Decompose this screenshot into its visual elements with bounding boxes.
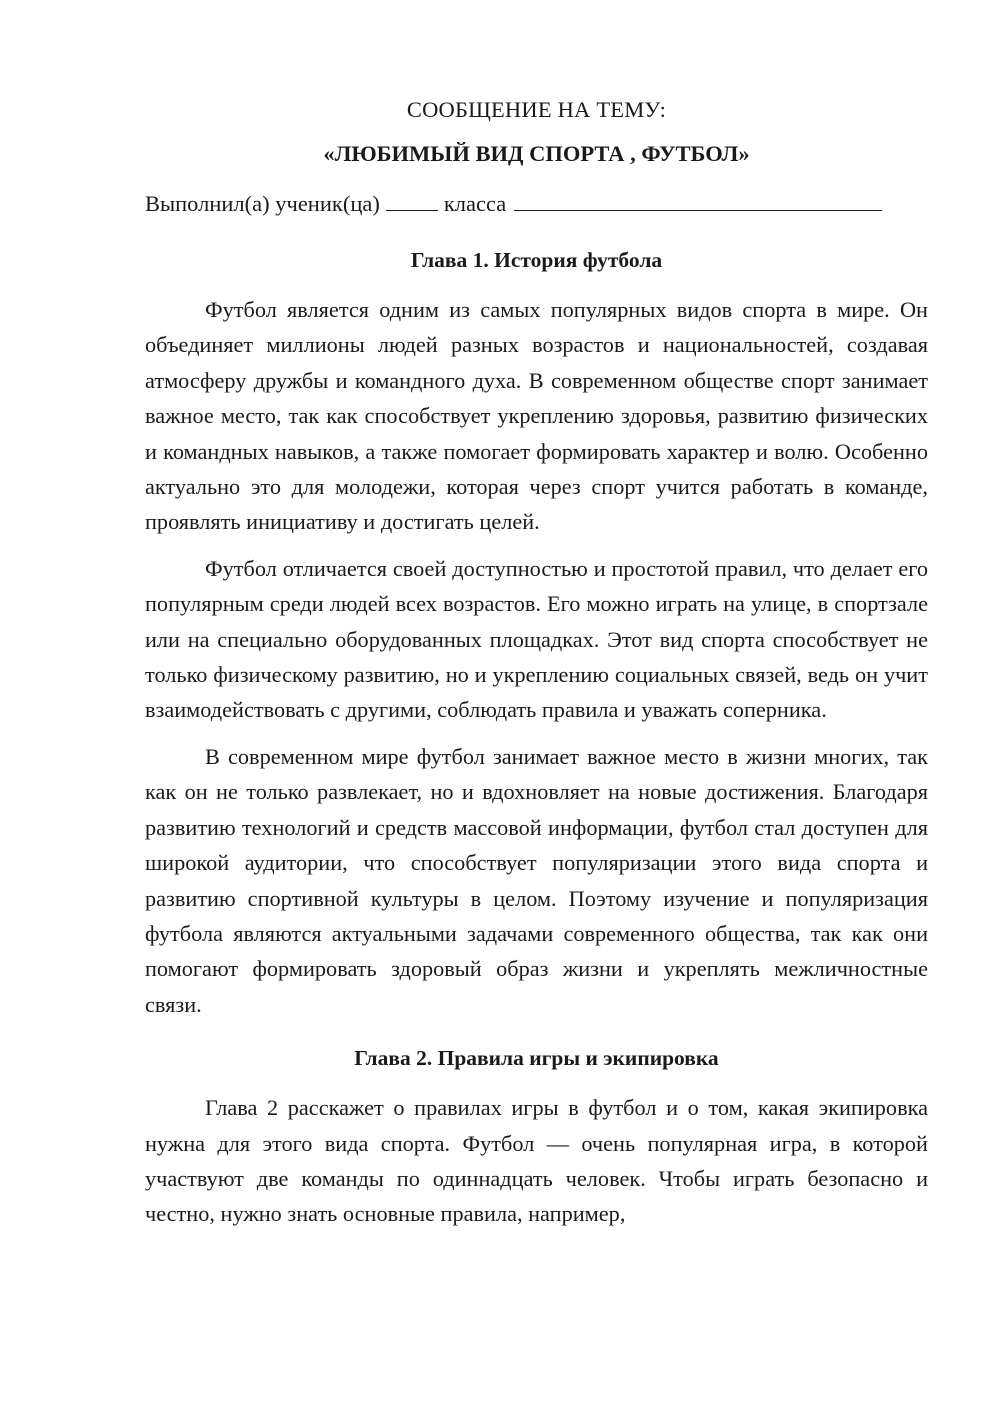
chapter-2-heading: Глава 2. Правила игры и экипировка — [354, 1046, 719, 1071]
class-label: класса — [443, 191, 507, 216]
chapter-1-paragraph-2: Футбол отличается своей доступностью и простотой правил, что делает его популярным среди людей всех возрастов. Его можно играть на улице, в спортзале или на специально оборудованных площадках. Этот вид спорта способствует не только физическому развитию, но и укреплению социальных связей, ведь он учит взаимодействовать с другими, соблюдать правила и уважать соперника. — [145, 555, 928, 723]
chapter-1-heading: Глава 1. История футбола — [410, 248, 663, 272]
chapter-2-paragraph-1: Глава 2 расскажет о правилах игры в футбол и о том, какая экипировка нужна для этого вида спорта. Футбол — очень популярная игра, в которой участвуют две команды по одиннадцать человек. Чтобы играть безопасно и честно, нужно знать основные правила, например, — [145, 1095, 928, 1227]
document-title: «ЛЮБИМЫЙ ВИД СПОРТА , ФУТБОЛ» — [323, 141, 750, 166]
chapter-1-paragraph-3: В современном мире футбол занимает важное место в жизни многих, так как он не только развлекает, но и вдохновляет на новые достижения. Благодаря развитию технологий и средств массовой информации, футбол стал доступен для широкой аудитории, что способствует популяризации этого вида спорта и развитию спортивной культуры в целом. Поэтому изучение и популяризация футбола являются актуальными задачами современного общества, так как они помогают формировать здоровый образ жизни и укреплять межличностные связи. — [145, 743, 928, 1017]
class-blank-line — [514, 190, 882, 211]
chapter-1-paragraph-1: Футбол является одним из самых популярных видов спорта в мире. Он объединяет миллионы людей разных возрастов и национальностей, создавая атмосферу дружбы и командного духа. В современном обществе спорт занимает важное место, так как способствует укреплению здоровья, развитию физических и командных навыков, а также помогает формировать характер и волю. Особенно актуально это для молодежи, которая через спорт учится работать в команде, проявлять инициативу и достигать целей. — [145, 297, 928, 535]
document-subject-line: СООБЩЕНИЕ НА ТЕМУ: — [406, 97, 667, 122]
document-page — [145, 92, 928, 1232]
signature-line — [145, 186, 928, 222]
performed-by-label: Выполнил(а) ученик(ца) — [145, 191, 380, 216]
student-blank-line — [386, 190, 438, 211]
